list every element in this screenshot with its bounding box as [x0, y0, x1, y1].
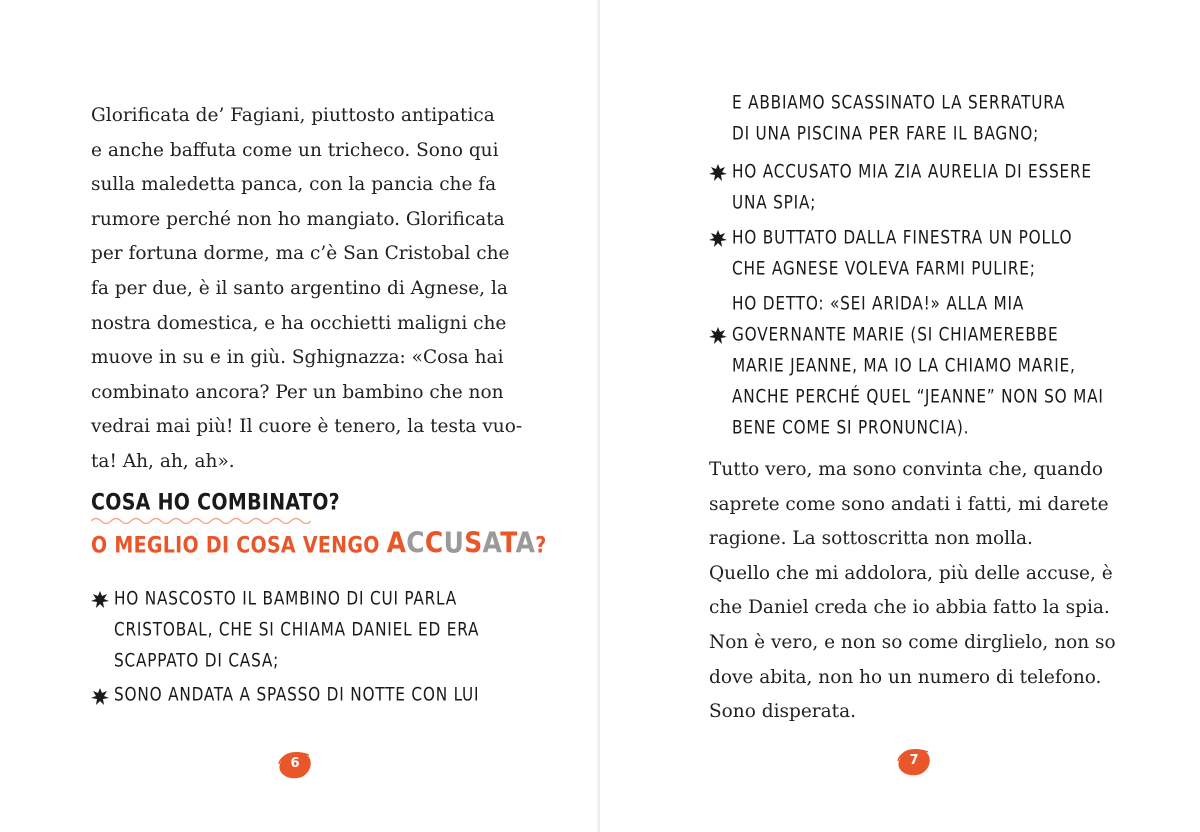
heading-letter: A — [515, 526, 536, 560]
text-line: saprete come sono andati i fatti, mi darete — [709, 493, 1109, 515]
leaf-icon — [89, 686, 111, 708]
leaf-icon — [89, 589, 111, 611]
text-line: fa per due, è il santo argentino di Agnese, la — [91, 277, 508, 299]
list-item — [114, 584, 479, 677]
leaf-icon — [707, 162, 729, 184]
heading-letter: U — [443, 526, 465, 560]
list-item-line: SCAPPATO DI CASA; — [114, 649, 280, 673]
heading-letter: A — [482, 526, 501, 560]
right-page — [600, 0, 1200, 832]
text-line: combinato ancora? Per un bambino che non — [91, 381, 504, 403]
heading-letter: T — [500, 526, 516, 560]
list-item-line: UNA SPIA; — [732, 191, 817, 215]
text-line: che Daniel creda che io abbia fatto la spia. — [709, 597, 1110, 619]
list-item-line: BENE COME SI PRONUNCIA). — [732, 416, 970, 440]
left-paragraph — [91, 99, 523, 480]
text-line: nostra domestica, e ha occhietti maligni che — [91, 312, 507, 334]
leaf-icon — [707, 228, 729, 250]
text-line: ta! Ah, ah, ah». — [91, 450, 235, 472]
list-item-line: HO BUTTATO DALLA FINESTRA UN POLLO — [732, 226, 1073, 250]
leaf-icon — [707, 325, 729, 347]
list-item — [732, 289, 1104, 444]
page-number: 7 — [909, 753, 919, 768]
page-number: 6 — [290, 756, 300, 771]
text-line: dove abita, non ho un numero di telefono. — [709, 666, 1102, 688]
text-line: Non è vero, e non so come dirglielo, non so — [709, 631, 1116, 653]
list-item-line: MARIE JEANNE, MA IO LA CHIAMO MARIE, — [732, 354, 1076, 378]
text-line: Tutto vero, ma sono convinta che, quando — [709, 459, 1104, 480]
list-item — [732, 157, 1092, 219]
list-item-line: CRISTOBAL, CHE SI CHIAMA DANIEL ED ERA — [114, 618, 480, 642]
text-line: e anche baffuta come un tricheco. Sono qui — [91, 139, 499, 161]
heading-prefix: O MEGLIO DI COSA VENGO — [91, 532, 380, 559]
heading-suffix: ? — [535, 532, 547, 559]
page-number-badge — [895, 747, 933, 777]
text-line: rumore perché non ho mangiato. Glorificata — [91, 208, 505, 230]
text-line: Glorificata de’ Fagiani, piuttosto antipatica — [91, 105, 495, 126]
page-number-badge — [276, 750, 314, 780]
list-item-line: HO ACCUSATO MIA ZIA AURELIA DI ESSERE — [732, 160, 1092, 184]
section-heading — [91, 490, 547, 560]
heading-letter: A — [386, 526, 407, 560]
heading-line-1: COSA HO COMBINATO? — [91, 490, 340, 516]
text-line: vedrai mai più! Il cuore è tenero, la testa vuo- — [91, 416, 523, 438]
wavy-underline-icon — [91, 516, 311, 524]
list-continuation — [732, 88, 1065, 150]
list-item-line: GOVERNANTE MARIE (SI CHIAMEREBBE — [732, 323, 1059, 347]
text-line: per fortuna dorme, ma c’è San Cristobal che — [91, 243, 510, 265]
text-line: Sono disperata. — [709, 701, 857, 723]
list-item — [114, 680, 479, 711]
list-item-line: HO DETTO: «SEI ARIDA!» ALLA MIA — [732, 292, 1025, 316]
list-item-line: DI UNA PISCINA PER FARE IL BAGNO; — [732, 122, 1040, 146]
heading-letter: C — [406, 526, 425, 560]
right-paragraph — [709, 453, 1139, 730]
list-item — [732, 223, 1072, 285]
heading-line-2 — [91, 526, 547, 560]
list-item-line: ANCHE PERCHÉ QUEL “JEANNE” NON SO MAI — [732, 385, 1104, 409]
left-page — [0, 0, 598, 832]
text-line: muove in su e in giù. Sghignazza: «Cosa hai — [91, 347, 504, 369]
list-item-line: HO NASCOSTO IL BAMBINO DI CUI PARLA — [114, 587, 457, 611]
text-line: ragione. La sottoscritta non molla. — [709, 528, 1033, 550]
heading-letter: C — [424, 526, 444, 560]
list-item-line: SONO ANDATA A SPASSO DI NOTTE CON LUI — [114, 683, 480, 707]
text-line: sulla maledetta panca, con la pancia che fa — [91, 174, 497, 196]
list-item-line: CHE AGNESE VOLEVA FARMI PULIRE; — [732, 257, 1036, 281]
heading-letter: S — [464, 526, 483, 560]
list-item-line: E ABBIAMO SCASSINATO LA SERRATURA — [732, 91, 1066, 115]
text-line: Quello che mi addolora, più delle accuse, è — [709, 562, 1113, 584]
